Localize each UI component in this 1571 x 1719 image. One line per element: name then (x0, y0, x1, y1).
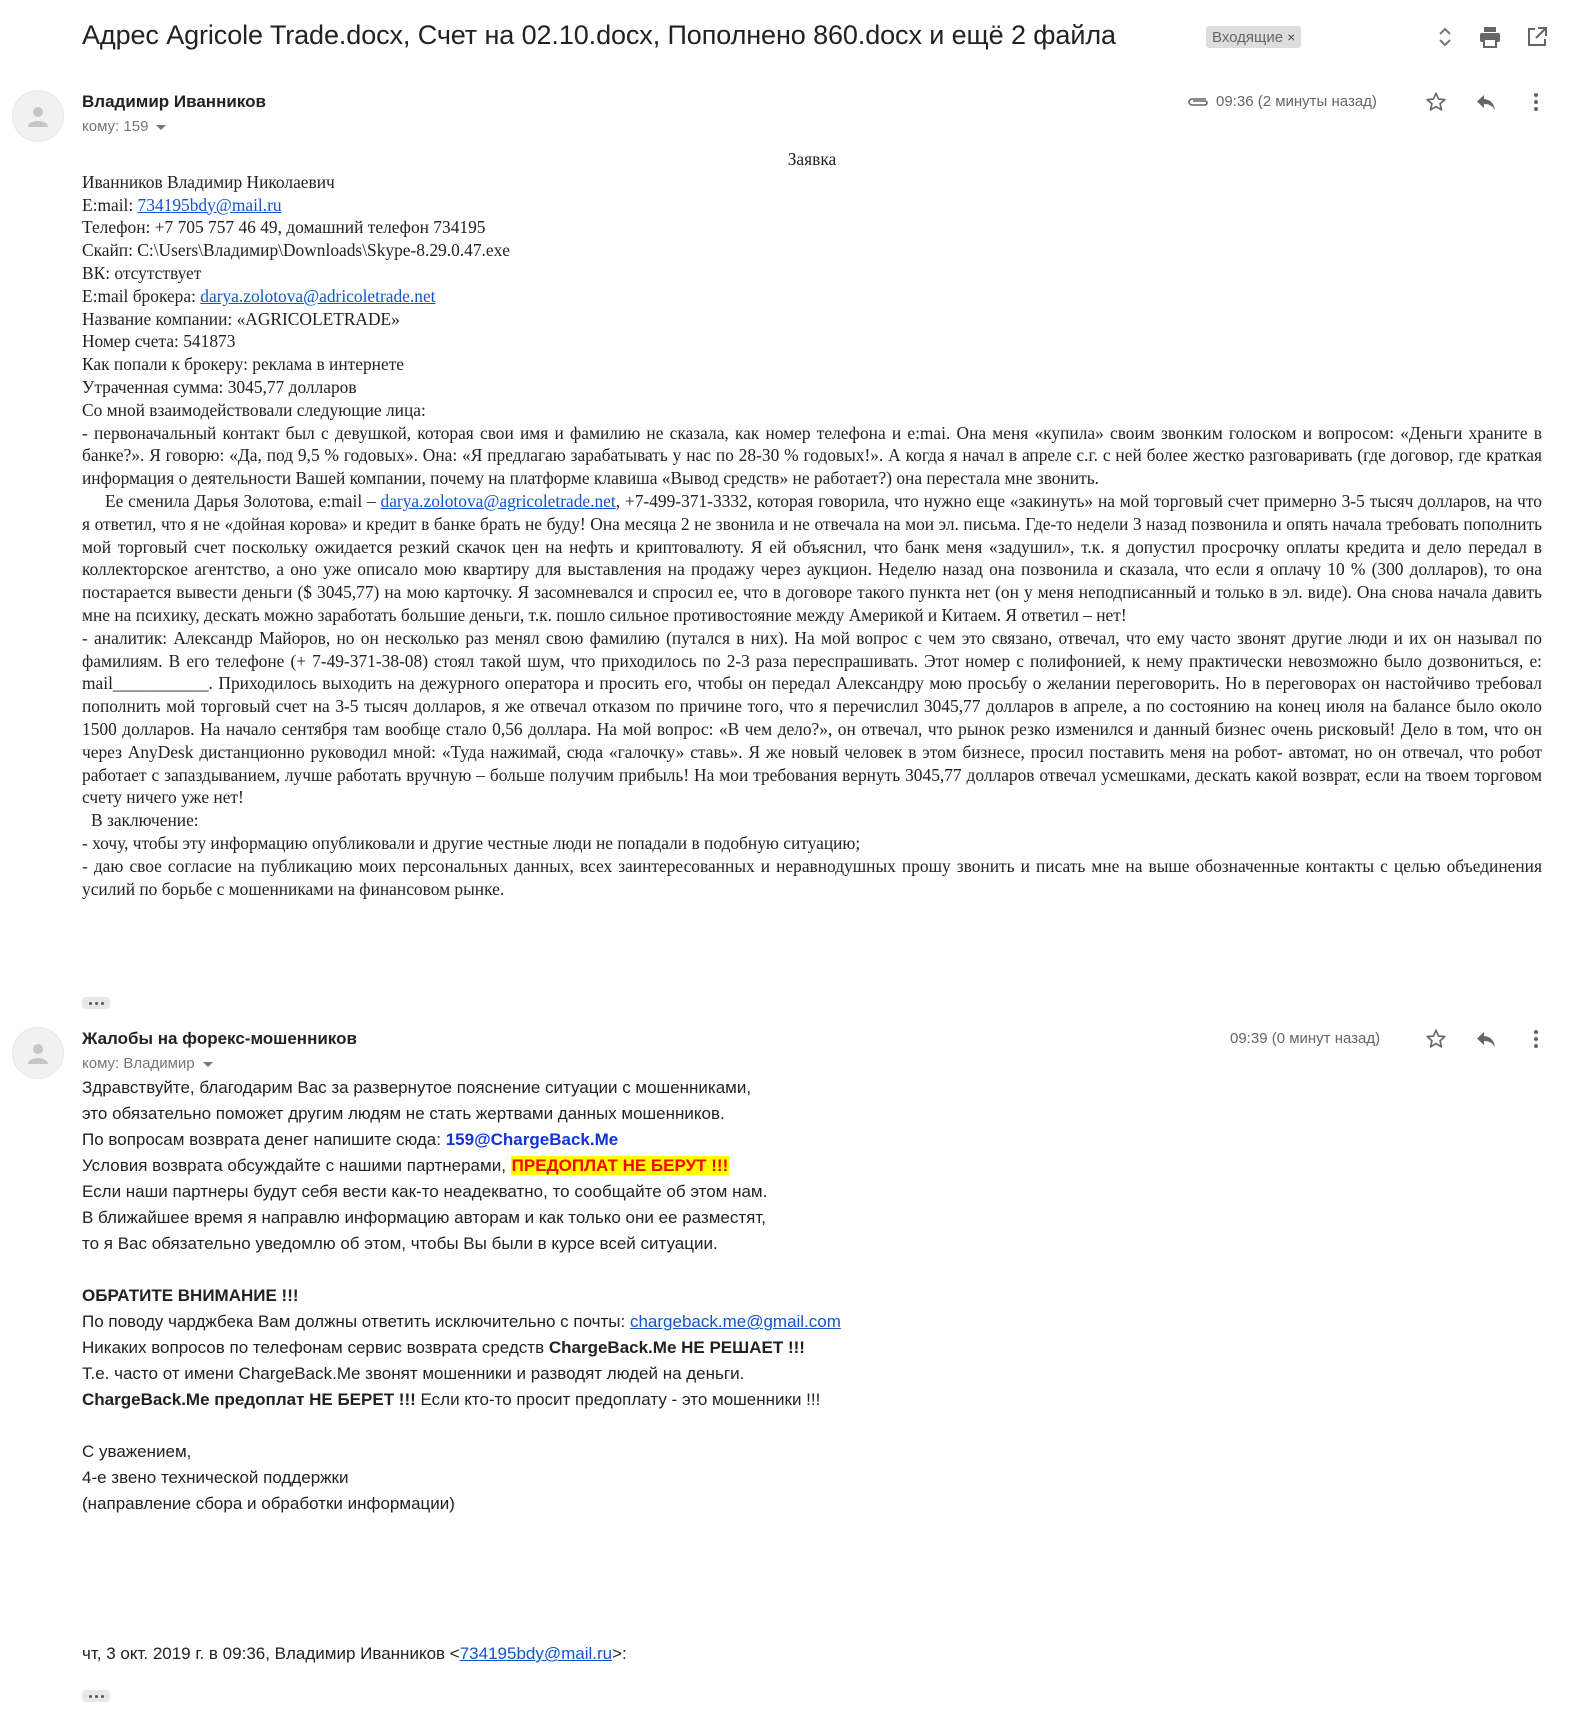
message-time: 09:36 (2 минуты назад) (1216, 93, 1377, 110)
body-line: Здравствуйте, благодарим Вас за развернутое пояснение ситуации с мошенниками, (82, 1078, 752, 1097)
label-remove-icon[interactable]: × (1287, 29, 1296, 45)
body-line: Номер счета: 541873 (82, 331, 236, 352)
body-line: E:mail брокера: darya.zolotova@adricoletrade.net (82, 285, 436, 306)
signature-line: С уважением, (82, 1442, 192, 1461)
recipients-text: кому: Владимир (82, 1055, 195, 1072)
body-line: Как попали к брокеру: реклама в интернете (82, 354, 405, 375)
star-icon[interactable] (1422, 1025, 1450, 1053)
body-line: это обязательно поможет другим людям не стать жертвами данных мошенников. (82, 1104, 725, 1123)
no-prepayment-warning: ПРЕДОПЛАТ НЕ БЕРУТ !!! (511, 1156, 729, 1175)
body-line: E:mail: 734195bdy@mail.ru (82, 194, 282, 215)
email-link[interactable]: darya.zolotova@agricoletrade.net (380, 490, 616, 511)
body-line: Название компании: «AGRICOLETRADE» (82, 308, 400, 329)
body-line: Со мной взаимодействовали следующие лица: (82, 399, 426, 420)
recipients-dropdown[interactable] (82, 1055, 213, 1072)
recipients-text: кому: 159 (82, 118, 149, 135)
sender-name[interactable]: Жалобы на форекс-мошенников (82, 1029, 357, 1048)
body-line: то я Вас обязательно уведомлю об этом, чтобы Вы были в курсе всей ситуации. (82, 1234, 718, 1253)
body-line: ChargeBack.Me предоплат НЕ БЕРЕТ !!! Если кто-то просит предоплату - это мошенники !!! (82, 1390, 821, 1409)
message-2-body (82, 1075, 1082, 1517)
chevron-down-icon (156, 125, 166, 130)
print-icon[interactable] (1475, 22, 1505, 52)
recipients-dropdown[interactable] (82, 118, 166, 135)
body-line: В ближайшее время я направлю информацию авторам и как только они ее разместят, (82, 1208, 767, 1227)
sender-name[interactable]: Владимир Иванников (82, 92, 266, 111)
chargeback-email-link[interactable]: chargeback.me@gmail.com (629, 1312, 841, 1331)
avatar (12, 1027, 64, 1079)
message-time: 09:39 (0 минут назад) (1230, 1030, 1381, 1047)
more-options-icon[interactable] (1522, 1025, 1550, 1053)
show-trimmed-content-button[interactable] (82, 1690, 110, 1702)
body-line: Иванников Владимир Николаевич (82, 171, 335, 192)
body-line: По вопросам возврата денег напишите сюда: 159@ChargeBack.Me (82, 1130, 619, 1149)
body-line: Т.е. часто от имени ChargeBack.Me звонят мошенники и разводят людей на деньги. (82, 1364, 745, 1383)
body-line: Никаких вопросов по телефонам сервис возврата средств ChargeBack.Me НЕ РЕШАЕТ !!! (82, 1338, 805, 1357)
body-paragraph: Ее сменила Дарья Золотова, e:mail – darya.zolotova@agricoletrade.net, +7-499-371-3332, которая говорила, что нужно еще «закинуть» на мой торговый счет примерно 3-5 тысяч долларов, на что я ответил, что я не «дойная корова» и кредит в банке брать не буду! Она месяца 2 не звонила и не отвечала на мои эл. письма. Где-то недели 3 назад позвонила и опять начала требовать пополнить мой торговый счет поскольку ожидается резкий скачок цен на нефть и криптовалюту. Я ей объяснил, что банк меня «задушил», т.к. я допустил просрочку оплаты кредита и дело передал в коллекторское агентство, а оно уже описало мою квартиру для выставления на продажу через аукцион. Неделю назад она позвонила и сказала, что если я оплачу 10 % (300 долларов), то она постарается вывести деньги ($ 3045,77) на мою карточку. Я засомневался и спросил ее, что в договоре такого пункта нет (он у меня неподписанный и только в эл. виде). Она снова начала давить мне на психику, дескать можно заработать большие деньги, т.к. пошло сильное противостояние между Америкой и Китаем. Я ответил – нет! (82, 490, 1542, 625)
quoted-header: чт, 3 окт. 2019 г. в 09:36, Владимир Иванников <734195bdy@mail.ru>: (82, 1644, 627, 1663)
body-line: Утраченная сумма: 3045,77 долларов (82, 376, 357, 397)
show-trimmed-content-button[interactable] (82, 997, 110, 1009)
body-paragraph: - аналитик: Александр Майоров, но он несколько раз менял свою фамилию (путался в них). На мой вопрос с чем это связано, отвечал, что ему часто звонят другие люди и их он называл по фамилиям. В его телефоне (+ 7-49-371-38-08) стоял такой шум, что приходилось по 2-3 раза переспрашивать. Этот номер с полифонией, к нему практически невозможно было дозвониться, e: mail___________. Приходилось выходить на дежурного оператора и просить его, чтобы он передал Александру мою просьбу о желании переговорить. Но в переговорах он настойчиво требовал пополнить мой торговый счет на 3-5 тысяч долларов, я же отвечал отказом по причине того, что я перечислил 3045,77 долларов в апреле, а по состоянию на конец июля на балансе было около 1500 долларов. На начало сентября там вообще стало 0,56 доллара. На мой вопрос: «В чем дело?», он отвечал, что рынок резко изменился и данный бизнес очень рисковый! Дело в том, что он через AnyDesk дистанционно руководил мной: «Туда нажимай, сюда «галочку» ставь». Я же новый человек в этом бизнесе, просил поставить меня на робот- автомат, но он отвечал, что робот работает с запаздыванием, лучше работать вручную – больше получим прибыль! На мои требования вернуть 3045,77 долларов отвечал усмешками, дескать какой возврат, если на твоем торговом счету ничего уже нет! (82, 627, 1542, 808)
email-link[interactable]: 734195bdy@mail.ru (137, 194, 282, 215)
document-title: Заявка (787, 149, 837, 169)
chevron-down-icon (203, 1062, 213, 1067)
email-subject: Адрес Agricole Trade.docx, Счет на 02.10.docx, Пополнено 860.docx и ещё 2 файла (82, 20, 1116, 50)
open-new-window-icon[interactable] (1522, 22, 1552, 52)
body-paragraph: - первоначальный контакт был с девушкой, которая свои имя и фамилию не сказала, как номер телефона и e:mai. Она меня «купила» своим звонким голоском и вопросом: «Деньги храните в банке?». Я говорю: «Да, под 9,5 % годовых». Она: «Я предлагаю зарабатывать у нас по 28-30 % годовых!». А когда я начал в апреле с.г. с ней более жестко разговаривать (где договор, где краткая информация о деятельности Вашей компании, почему на платформе клавиша «Вывод средств» не работает?) она перестала мне звонить. (82, 422, 1542, 489)
body-line: В заключение: (91, 810, 199, 831)
more-options-icon[interactable] (1522, 88, 1550, 116)
body-paragraph: - хочу, чтобы эту информацию опубликовали и другие честные люди не попадали в подобную ситуацию; (82, 832, 861, 853)
body-line: ВК: отсутствует (82, 262, 202, 283)
expand-collapse-icon[interactable] (1430, 22, 1460, 52)
attention-heading: ОБРАТИТЕ ВНИМАНИЕ !!! (82, 1286, 299, 1305)
body-paragraph: - даю свое согласие на публикацию моих персональных данных, всех заинтересованных и неравнодушных прошу звонить и писать мне на выше обозначенные контакты с целью объединения усилий по борьбе с мошенниками на финансовом рынке. (82, 855, 1542, 899)
attachment-icon (1184, 88, 1212, 116)
body-line: Телефон: +7 705 757 46 49, домашний телефон 734195 (82, 217, 486, 238)
label-inbox-text: Входящие (1212, 29, 1284, 46)
quoted-email-link[interactable]: 734195bdy@mail.ru (459, 1644, 613, 1663)
signature-line: (направление сбора и обработки информации) (82, 1494, 455, 1513)
reply-icon[interactable] (1472, 1025, 1500, 1053)
broker-email-link[interactable]: darya.zolotova@adricoletrade.net (200, 285, 436, 306)
avatar (12, 90, 64, 142)
reply-icon[interactable] (1472, 88, 1500, 116)
subject-bar (0, 0, 1571, 74)
star-icon[interactable] (1422, 88, 1450, 116)
body-line: Условия возврата обсуждайте с нашими партнерами, ПРЕДОПЛАТ НЕ БЕРУТ !!! (82, 1156, 729, 1175)
signature-line: 4-е звено технической поддержки (82, 1468, 349, 1487)
return-email[interactable]: 159@ChargeBack.Me (445, 1130, 619, 1149)
message-1-body (82, 148, 1542, 900)
body-line: По поводу чарджбека Вам должны ответить исключительно с почты: chargeback.me@gmail.com (82, 1312, 841, 1331)
person-icon (25, 103, 51, 129)
body-line: Скайп: C:\Users\Владимир\Downloads\Skype-8.29.0.47.exe (82, 240, 510, 261)
person-icon (25, 1040, 51, 1066)
body-line: Если наши партнеры будут себя вести как-то неадекватно, то сообщайте об этом нам. (82, 1182, 768, 1201)
label-inbox-chip[interactable] (1206, 26, 1301, 48)
